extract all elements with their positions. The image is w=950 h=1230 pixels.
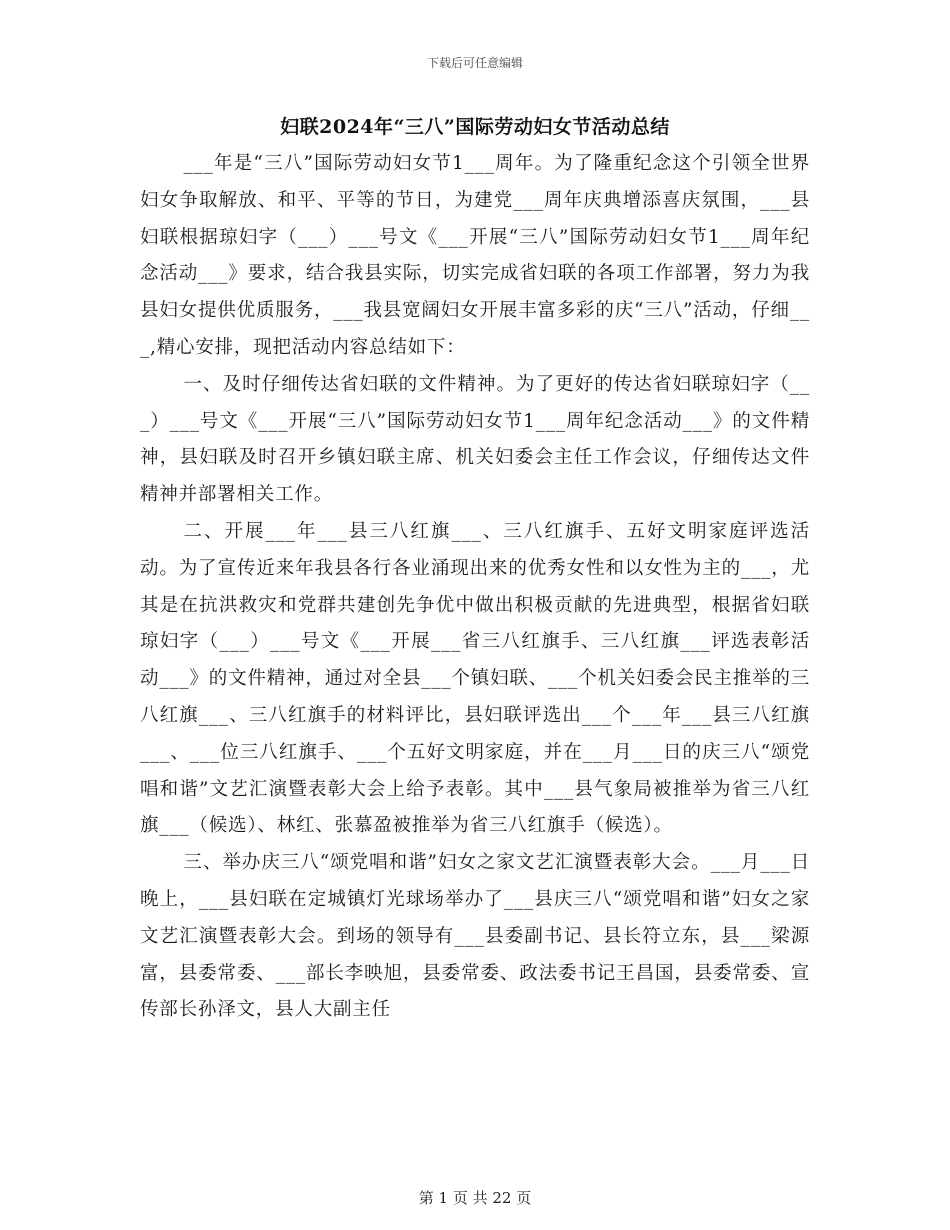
header-note: 下载后可任意编辑 [426,56,523,70]
document-title: 妇联2024年“三八”国际劳动妇女节活动总结 [280,116,670,138]
document-body [140,146,810,1029]
paragraph-section-1: 一、及时仔细传达省妇联的文件精神。为了更好的传达省妇联琼妇字（___）___号文《___开展“三八”国际劳动妇女节1___周年纪念活动___》的文件精神，县妇联及时召开乡镇妇联主席、机关妇委会主任工作会议，仔细传达文件精神并部署相关工作。 [140,373,810,506]
paragraph-section-2: 二、开展___年___县三八红旗___、三八红旗手、五好文明家庭评选活动。为了宣传近来年我县各行各业涌现出来的优秀女性和以女性为主的___，尤其是在抗洪救灾和党群共建创先争优中做出积极贡献的先进典型，根据省妇联琼妇字（___）___号文《___开展___省三八红旗手、三八红旗___评选表彰活动___》的文件精神，通过对全县___个镇妇联、___个机关妇委会民主推举的三八红旗___、三八红旗手的材料评比，县妇联评选出___个___年___县三八红旗___、___位三八红旗手、___个五好文明家庭，并在___月___日的庆三八“颂党唱和谐”文艺汇演暨表彰大会上给予表彰。其中___县气象局被推举为省三八红旗___（候选）、林红、张慕盈被推举为省三八红旗手（候选）。 [140,520,810,837]
page-number: 第 1 页 共 22 页 [418,1189,532,1207]
paragraph-section-3: 三、举办庆三八“颂党唱和谐”妇女之家文艺汇演暨表彰大会。___月___日晚上，___县妇联在定城镇灯光球场举办了___县庆三八“颂党唱和谐”妇女之家文艺汇演暨表彰大会。到场的领导有___县委副书记、县长符立东，县___梁源富，县委常委、___部长李映旭，县委常委、政法委书记王昌国，县委常委、宣传部长孙泽文，县人大副主任 [140,852,810,1021]
paragraph-intro: ___年是“三八”国际劳动妇女节1___周年。为了隆重纪念这个引领全世界妇女争取解放、和平、平等的节日，为建党___周年庆典增添喜庆氛围，___县妇联根据琼妇字（___）___号文《___开展“三八”国际劳动妇女节1___周年纪念活动___》要求，结合我县实际，切实完成省妇联的各项工作部署，努力为我县妇女提供优质服务，___我县宽阔妇女开展丰富多彩的庆“三八”活动，仔细___,精心安排，现把活动内容总结如下： [140,153,810,358]
